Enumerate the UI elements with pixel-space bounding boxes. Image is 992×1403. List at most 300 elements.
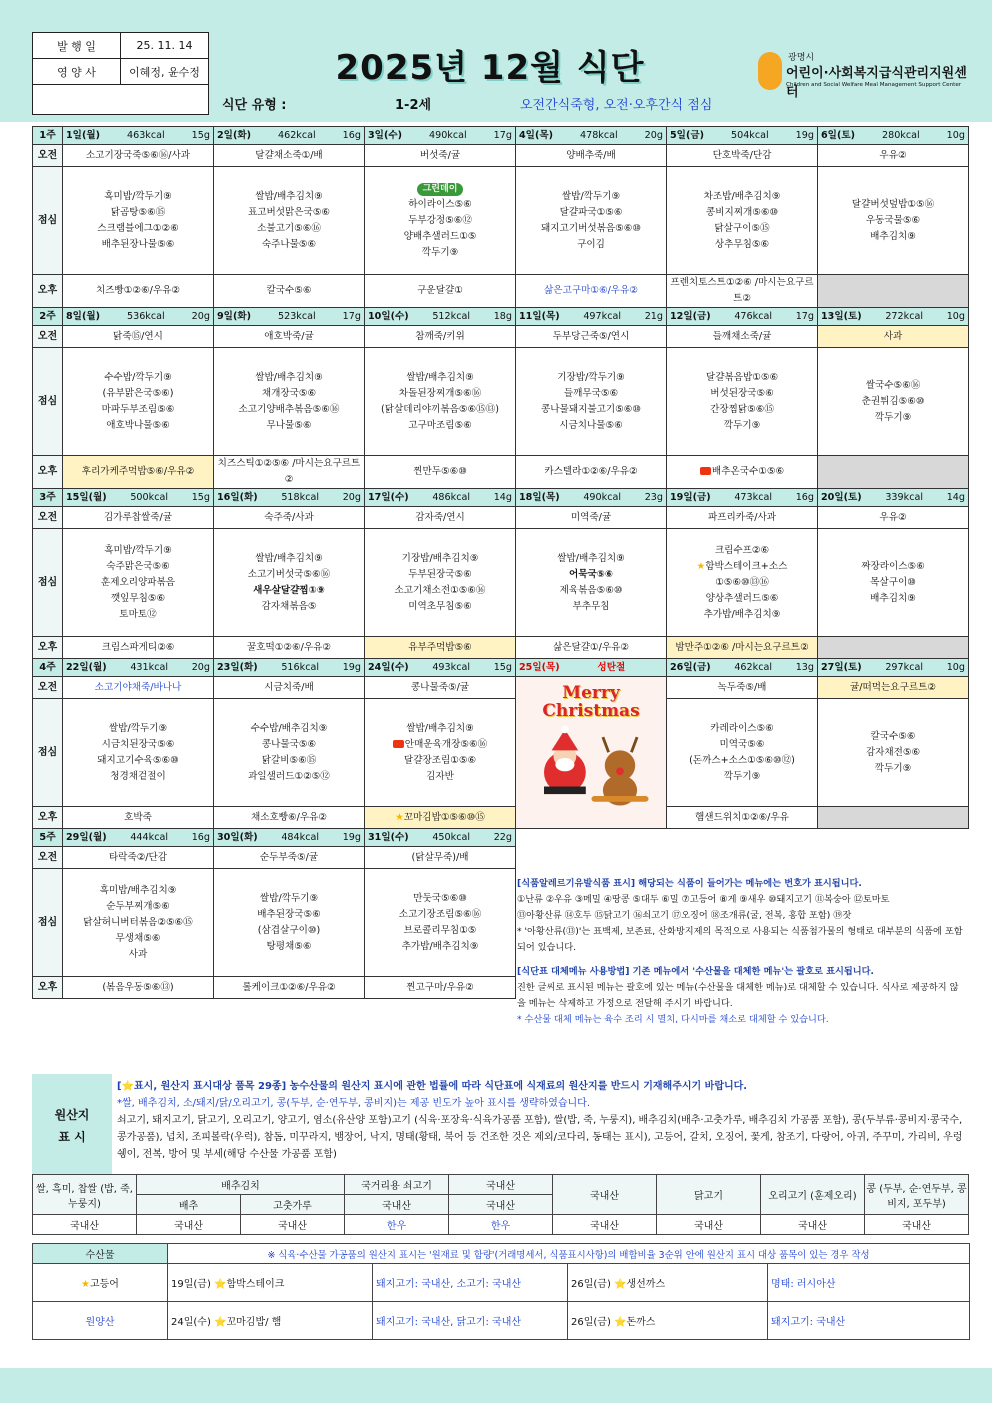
lunch-item — [668, 386, 816, 402]
pm-menu-cell — [214, 807, 365, 829]
lunch-text: 마파두부조림⑤⑥ — [101, 403, 175, 415]
am-label: 오전 — [33, 507, 63, 529]
lunch-menu-cell — [667, 348, 818, 456]
origin-text — [117, 1078, 967, 1163]
am-menu-cell — [818, 677, 969, 699]
origin-section — [32, 1074, 969, 1174]
protein: 17g — [493, 129, 512, 141]
lunch-label: 점심 — [33, 699, 63, 807]
lunch-text: 카레라이스⑤⑥ — [710, 722, 774, 734]
lunch-menu-cell — [63, 348, 214, 456]
date-row — [33, 659, 969, 677]
lunch-item — [819, 378, 967, 394]
origin-h-bean: 콩 (두부, 순·연두부, 콩비지, 포두부) — [865, 1175, 969, 1215]
pm-menu-cell — [365, 637, 516, 659]
pm-menu-text: 호박죽 — [124, 811, 152, 823]
date-cell — [818, 308, 969, 326]
pm-menu-cell — [63, 456, 214, 489]
lunch-text: 과일샐러드①②⑤⑫ — [248, 770, 330, 782]
seafood-r2-c4: 돼지고기: 국내산 — [768, 1302, 970, 1340]
lunch-text: 하이라이스⑤⑥ — [408, 198, 472, 210]
date-cell — [365, 659, 516, 677]
lunch-text: 쌀밥/배추김치⑨ — [557, 552, 625, 564]
empty-cell — [516, 829, 667, 847]
star-icon: ★ — [81, 1279, 90, 1290]
protein: 19g — [342, 661, 361, 673]
pm-menu-text: 칼국수⑤⑥ — [266, 285, 312, 296]
lunch-text: 무나물⑤⑥ — [266, 419, 312, 431]
lunch-item — [668, 753, 816, 769]
date-label: 13일(토) — [821, 310, 862, 322]
am-menu-cell — [365, 677, 516, 699]
smile-logo-icon — [758, 52, 782, 90]
lunch-item — [366, 907, 514, 923]
lunch-item — [668, 575, 816, 591]
lunch-text: 기장밥/배추김치⑨ — [401, 552, 479, 564]
lunch-text: 김자반 — [426, 770, 454, 782]
pm-menu-text: 햄샌드위치①②⑥/우유 — [695, 811, 789, 823]
lunch-text: 청경채겉절이 — [110, 770, 166, 782]
center-logo — [756, 48, 976, 98]
pm-menu-text: 삶은달걀①/우유② — [552, 641, 630, 653]
kcal: 490kcal — [583, 491, 622, 503]
date-label: 9일(화) — [217, 310, 251, 322]
lunch-item — [64, 386, 212, 402]
origin-v: 한우 — [449, 1215, 553, 1235]
pm-label: 오후 — [33, 637, 63, 659]
am-menu-cell — [365, 847, 516, 869]
header — [0, 0, 992, 122]
am-menu-cell — [63, 847, 214, 869]
kcal: 490kcal — [428, 129, 467, 141]
lunch-row — [33, 348, 969, 456]
origin-v: 국내산 — [865, 1215, 969, 1235]
date-label: 27일(토) — [821, 661, 862, 673]
lunch-text: 춘권튀김⑤⑥⑩ — [861, 395, 925, 407]
am-menu-text: 사과 — [883, 330, 903, 342]
pm-menu-text: 찐만두⑤⑥⑩ — [413, 466, 467, 477]
lunch-text: 깻잎무침⑤⑥ — [110, 592, 166, 604]
am-menu-cell — [214, 145, 365, 167]
am-menu-cell — [667, 677, 818, 699]
lunch-text: ①⑤⑥⑩⑬⑯ — [715, 576, 769, 588]
lunch-item — [668, 607, 816, 623]
lunch-item — [819, 745, 967, 761]
lunch-item — [215, 753, 363, 769]
lunch-text: 표고버섯맑은국⑤⑥ — [247, 206, 331, 218]
pm-menu-cell — [365, 456, 516, 489]
nutritionist-names: 이혜정, 윤수정 — [121, 59, 209, 85]
lunch-text: 쌀밥/배추김치⑨ — [255, 190, 323, 202]
date-label: 8일(월) — [66, 310, 100, 322]
lunch-text: 부추무침 — [572, 600, 610, 612]
am-menu-text: 감자죽/연시 — [415, 511, 465, 523]
lunch-menu-cell — [365, 869, 516, 977]
am-menu-text: 숙주죽/사과 — [264, 511, 314, 523]
lunch-text: 콩비지찌개⑤⑥⑩ — [705, 206, 779, 218]
date-cell — [516, 489, 667, 507]
lunch-text: 탕평채⑤⑥ — [266, 940, 312, 952]
am-menu-cell — [63, 677, 214, 699]
am-menu-text: 달걀채소죽①/배 — [255, 149, 323, 161]
pm-menu-cell — [214, 977, 365, 999]
lunch-row — [33, 167, 969, 275]
lunch-item — [366, 181, 514, 197]
date-label: 31일(수) — [368, 831, 409, 843]
lunch-text: 훈제오리양파볶음 — [100, 576, 176, 588]
pm-menu-text: 찐고구마/우유② — [406, 981, 474, 993]
video-icon — [393, 740, 404, 748]
am-menu-text: 귤/떠먹는요구르트② — [850, 681, 936, 693]
allergy-notes — [517, 876, 967, 1028]
lunch-item — [64, 899, 212, 915]
type-age: 1-2세 — [395, 98, 432, 113]
lunch-text: 달걀파국①⑤⑥ — [559, 206, 623, 218]
am-menu-text: 양배추죽/배 — [566, 149, 616, 161]
am-menu-text: 단호박죽/단감 — [712, 149, 772, 161]
lunch-item — [215, 418, 363, 434]
seafood-r2-c2: 돼지고기: 국내산, 닭고기: 국내산 — [373, 1302, 568, 1340]
lunch-text: 닭곰탕⑤⑥⑮ — [110, 206, 166, 218]
lunch-text: 수수밥/배추김치⑨ — [250, 722, 328, 734]
am-menu-text: (닭살무죽)/배 — [411, 851, 469, 863]
date-cell — [63, 489, 214, 507]
lunch-text: 쌀밥/배추김치⑨ — [406, 722, 474, 734]
origin-table — [32, 1174, 969, 1235]
lunch-item — [819, 394, 967, 410]
origin-sub-pepper: 고춧가루 — [241, 1195, 345, 1215]
lunch-item — [517, 221, 665, 237]
pm-label: 오후 — [33, 275, 63, 308]
lunch-menu-cell — [214, 869, 365, 977]
empty-cell — [667, 829, 818, 847]
lunch-text: (삼겹살구이⑩) — [257, 924, 321, 936]
lunch-item — [64, 543, 212, 559]
lunch-text: 숙주맑은국⑤⑥ — [106, 560, 170, 572]
pm-menu-text: 구운달걀① — [417, 285, 463, 296]
date-label: 1일(월) — [66, 129, 100, 141]
pm-row — [33, 275, 969, 308]
lunch-text: 두부된장국⑤⑥ — [408, 568, 472, 580]
lunch-item — [366, 213, 514, 229]
kcal: 484kcal — [281, 831, 320, 843]
protein: 10g — [946, 129, 965, 141]
lunch-text: 깍두기⑨ — [723, 419, 761, 431]
lunch-menu-cell — [63, 699, 214, 807]
protein: 20g — [342, 491, 361, 503]
lunch-item — [366, 567, 514, 583]
kcal: 280kcal — [881, 129, 920, 141]
lunch-item — [819, 591, 967, 607]
lunch-text: 짜장라이스⑤⑥ — [861, 560, 925, 572]
lunch-text: 스크램블에그①②⑥ — [97, 222, 179, 234]
lunch-text: 시금치나물⑤⑥ — [559, 419, 623, 431]
pm-menu-cell — [63, 275, 214, 308]
origin-v: 국내산 — [553, 1215, 657, 1235]
lunch-menu-cell — [365, 699, 516, 807]
type-label: 식단 유형 : — [222, 98, 287, 113]
lunch-item — [215, 221, 363, 237]
date-cell — [818, 127, 969, 145]
lunch-menu-cell — [818, 699, 969, 807]
type-desc: 오전간식죽형, 오전·오후간식 점심 — [520, 98, 713, 113]
origin-v: 국내산 — [137, 1215, 241, 1235]
am-menu-cell — [214, 326, 365, 348]
lunch-item — [668, 402, 816, 418]
date-label: 17일(수) — [368, 491, 409, 503]
lunch-item — [517, 418, 665, 434]
lunch-item — [64, 221, 212, 237]
week-label: 4주 — [33, 659, 63, 677]
lunch-text: 토마토⑫ — [119, 608, 157, 620]
origin-v: 한우 — [345, 1215, 449, 1235]
lunch-text: 기장밥/깍두기⑨ — [557, 371, 625, 383]
pm-menu-cell — [214, 456, 365, 489]
lunch-text: 함박스테이크+소스 — [705, 560, 788, 572]
kcal: 518kcal — [281, 491, 320, 503]
date-label: 2일(화) — [217, 129, 251, 141]
am-menu-text: 두부당근죽⑤/연시 — [552, 330, 630, 342]
date-cell — [214, 829, 365, 847]
am-menu-cell — [365, 326, 516, 348]
lunch-text: 돼지고기수육⑤⑥⑩ — [97, 754, 179, 766]
date-label: 26일(금) — [670, 661, 711, 673]
protein: 15g — [191, 129, 210, 141]
origin-h-domestic: 국내산 — [449, 1175, 553, 1195]
lunch-item — [668, 237, 816, 253]
am-menu-cell — [365, 145, 516, 167]
date-label: 11일(목) — [519, 310, 560, 322]
lunch-item — [668, 205, 816, 221]
kcal: 536kcal — [126, 310, 165, 322]
lunch-text: 감자채볶음⑤ — [261, 600, 317, 612]
pm-menu-cell — [516, 456, 667, 489]
lunch-item — [215, 386, 363, 402]
lunch-text: 수수밥/깍두기⑨ — [104, 371, 172, 383]
date-cell — [667, 489, 818, 507]
date-cell — [667, 308, 818, 326]
footer-band — [0, 1368, 992, 1403]
pm-menu-cell — [516, 275, 667, 308]
lunch-item — [215, 923, 363, 939]
lunch-menu-cell — [818, 529, 969, 637]
date-cell — [818, 659, 969, 677]
lunch-item — [64, 721, 212, 737]
kcal: 512kcal — [432, 310, 471, 322]
pm-menu-text: 프렌치토스트①②⑥ /마시는요구르트② — [670, 277, 814, 304]
lunch-item — [64, 769, 212, 785]
lunch-item — [517, 205, 665, 221]
pm-menu-text: 치즈스틱①②⑤⑥ /마시는요구르트② — [217, 458, 361, 485]
am-menu-text: 소고기장국죽⑤⑥⑯/사과 — [85, 149, 191, 161]
am-row — [33, 326, 969, 348]
lunch-text: 우동국물⑤⑥ — [865, 214, 921, 226]
lunch-text: 깍두기⑨ — [723, 770, 761, 782]
lunch-item — [819, 761, 967, 777]
pm-menu-cell — [667, 637, 818, 659]
am-row — [33, 847, 969, 869]
kcal: 431kcal — [130, 661, 169, 673]
lunch-menu-cell — [214, 348, 365, 456]
lunch-item — [668, 543, 816, 559]
lunch-text: 쌀밥/깍두기⑨ — [561, 190, 621, 202]
lunch-item — [64, 237, 212, 253]
lunch-item — [517, 386, 665, 402]
lunch-text: 간장찜닭⑤⑥⑮ — [710, 403, 774, 415]
lunch-item — [64, 931, 212, 947]
lunch-item — [64, 947, 212, 963]
lunch-text: 추가밥/배추김치⑨ — [703, 608, 781, 620]
mackerel-label: 고등어 — [89, 1279, 119, 1290]
protein: 19g — [342, 831, 361, 843]
date-label: 18일(목) — [519, 491, 560, 503]
lunch-item — [215, 237, 363, 253]
pm-row — [33, 456, 969, 489]
lunch-text: 쌀밥/배추김치⑨ — [255, 552, 323, 564]
lunch-item — [215, 551, 363, 567]
am-menu-text: 파프리카죽/사과 — [707, 511, 777, 523]
am-menu-cell — [365, 507, 516, 529]
origin-h-domestic2: 국내산 — [553, 1175, 657, 1215]
lunch-item — [366, 923, 514, 939]
date-label: 5일(금) — [670, 129, 704, 141]
lunch-label: 점심 — [33, 348, 63, 456]
lunch-item — [215, 939, 363, 955]
lunch-item — [517, 189, 665, 205]
pm-menu-cell — [818, 275, 969, 308]
lunch-text: 흑미밥/배추김치⑨ — [99, 884, 177, 896]
kcal: 500kcal — [130, 491, 169, 503]
seafood-r1-c2: 돼지고기: 국내산, 소고기: 국내산 — [373, 1264, 568, 1302]
date-label: 3일(수) — [368, 129, 402, 141]
origin-sub-beef: 국내산 — [345, 1195, 449, 1215]
lunch-menu-cell — [818, 348, 969, 456]
lunch-item — [215, 189, 363, 205]
pm-label: 오후 — [33, 456, 63, 489]
origin-h-duck: 오리고기 (훈제오리) — [761, 1175, 865, 1215]
lunch-item — [64, 370, 212, 386]
lunch-menu-cell — [63, 529, 214, 637]
lunch-item — [366, 551, 514, 567]
pm-menu-cell — [365, 977, 516, 999]
date-label: 4일(목) — [519, 129, 553, 141]
pm-menu-cell — [818, 637, 969, 659]
date-cell — [63, 829, 214, 847]
lunch-item — [819, 229, 967, 245]
lunch-text: 칼국수⑤⑥ — [870, 730, 916, 742]
lunch-menu-cell — [214, 167, 365, 275]
lunch-item — [366, 402, 514, 418]
seafood-r1-c4: 명태: 러시아산 — [768, 1264, 970, 1302]
am-menu-cell — [63, 326, 214, 348]
lunch-item — [819, 213, 967, 229]
origin-omit: *쌀, 배추김치, 소/돼지/닭/오리고기, 콩(두부, 순·연두부, 콩비지)는 제공 빈도가 높아 표시를 생략하였습니다. — [117, 1098, 591, 1109]
am-menu-text: 버섯죽/귤 — [419, 149, 461, 161]
lunch-text: 쌀밥/배추김치⑨ — [406, 371, 474, 383]
origin-h-rice: 쌀, 흑미, 찹쌀 (밥, 죽, 누룽지) — [33, 1175, 137, 1215]
pm-menu-cell — [667, 275, 818, 308]
lunch-menu-cell — [516, 167, 667, 275]
lunch-item — [366, 939, 514, 955]
am-row — [33, 677, 969, 699]
date-cell — [214, 308, 365, 326]
lunch-item — [215, 402, 363, 418]
meta-table — [32, 32, 209, 115]
kcal: 486kcal — [432, 491, 471, 503]
lunch-item — [668, 418, 816, 434]
lunch-item — [668, 370, 816, 386]
kcal: 516kcal — [281, 661, 320, 673]
date-cell — [667, 127, 818, 145]
am-menu-text: 소고기야채죽/바나나 — [94, 681, 182, 693]
date-label: 25일(목) — [519, 661, 560, 673]
pm-menu-cell — [365, 807, 516, 829]
date-cell — [365, 829, 516, 847]
lunch-text: 두부강정⑤⑥⑫ — [408, 214, 472, 226]
pm-row — [33, 807, 969, 829]
lunch-text: 쌀밥/배추김치⑨ — [255, 371, 323, 383]
lunch-item — [668, 189, 816, 205]
issue-label: 발 행 일 — [33, 33, 121, 59]
kcal: 462kcal — [734, 661, 773, 673]
pm-menu-text: 삶은고구마①⑥/우유② — [544, 285, 638, 296]
lunch-text: (돈까스+소스①⑤⑥⑩⑫) — [689, 754, 795, 766]
lunch-text: 목살구이⑩ — [870, 576, 916, 588]
lunch-text: 브로콜리무침①⑤ — [403, 924, 477, 936]
pm-menu-text: 크림스파게티②⑥ — [101, 641, 175, 653]
lunch-item — [366, 370, 514, 386]
protein: 20g — [191, 310, 210, 322]
origin-v: 국내산 — [241, 1215, 345, 1235]
lunch-item — [366, 229, 514, 245]
protein: 20g — [644, 129, 663, 141]
lunch-item — [668, 769, 816, 785]
lunch-text: 닭갈비⑤⑥⑮ — [261, 754, 317, 766]
kcal: 493kcal — [432, 661, 471, 673]
lunch-item — [64, 418, 212, 434]
lunch-item — [366, 737, 514, 753]
lunch-item — [366, 386, 514, 402]
lunch-text: 돼지고기버섯볶음⑤⑥⑩ — [541, 222, 641, 234]
date-row — [33, 489, 969, 507]
lunch-text: 소불고기⑤⑥⑯ — [257, 222, 321, 234]
pm-menu-text: 롤케이크①②⑥/우유② — [242, 981, 336, 993]
protein: 20g — [191, 661, 210, 673]
lunch-item — [819, 729, 967, 745]
seafood-r1-c3: 26일(금) ⭐생선까스 — [568, 1264, 768, 1302]
protein: 19g — [795, 129, 814, 141]
am-menu-cell — [516, 507, 667, 529]
am-menu-cell — [818, 326, 969, 348]
lunch-text: 배추된장국⑤⑥ — [257, 908, 321, 920]
origin-v: 국내산 — [761, 1215, 865, 1235]
lunch-item — [366, 891, 514, 907]
lunch-text: 흑미밥/깍두기⑨ — [104, 544, 172, 556]
date-cell — [365, 127, 516, 145]
pm-menu-text: 치즈빵①②⑥/우유② — [96, 285, 180, 296]
lunch-text: 안매운육개장⑤⑥⑯ — [404, 738, 488, 750]
origin-v: 국내산 — [657, 1215, 761, 1235]
lunch-text: 새우살달걀찜①⑨ — [253, 584, 325, 596]
logo-name: 어린이·사회복지급식관리지원센터 — [786, 66, 967, 100]
pm-label: 오후 — [33, 977, 63, 999]
lunch-text: 버섯된장국⑤⑥ — [710, 387, 774, 399]
kcal: 297kcal — [885, 661, 924, 673]
lunch-text: 어묵국⑤⑥ — [568, 568, 614, 580]
kcal: 272kcal — [885, 310, 924, 322]
lunch-item — [366, 418, 514, 434]
date-label: 23일(화) — [217, 661, 258, 673]
